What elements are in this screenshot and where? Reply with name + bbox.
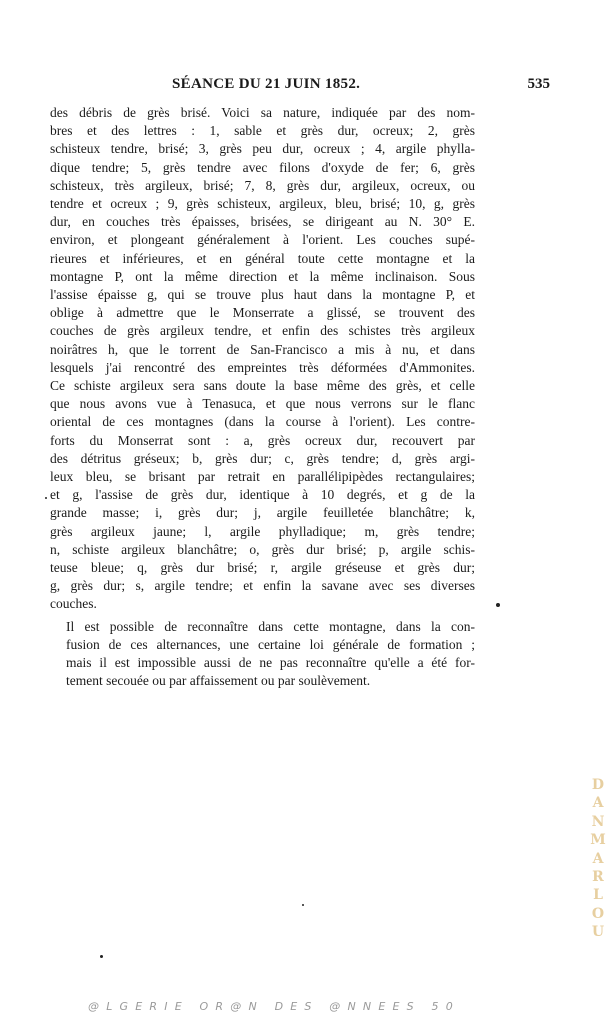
paragraph-1-line: des détritus gréseux; b, grès dur; c, grès tendre; d, grès argi- [50,450,475,466]
paragraph-1-line: teuse bleue; q, grès dur brisé; r, argile gréseuse et grès dur; [50,560,475,576]
watermark-letter: M [590,832,606,849]
paragraph-2-line: Il est possible de reconnaître dans cette montagne, dans la con- [66,618,475,634]
paragraph-1-line: des débris de grès brisé. Voici sa nature, indiquée par des nom- [50,105,475,120]
paragraph-1-line: schisteux tendre, brisé; 3, grès peu dur, ocreux ; 4, argile phylla- [50,141,475,157]
paragraph-1-line: grès argileux jaune; l, argile phylladique; m, grès tendre; [50,523,475,539]
watermark-letter: U [591,924,605,941]
paragraph-1-line: environ, et plongeant généralement à l'orient. Les couches supé- [50,232,475,248]
ink-speck [100,955,103,958]
running-title: SÉANCE DU 21 JUIN 1852. [172,76,361,92]
paragraph-1-line: schisteux, très argileux, brisé; 7, 8, grès dur, argileux, ocreux, ou [50,177,475,193]
paragraph-1-line: g, grès dur; s, argile tendre; et enfin la savane avec ses diverses [50,578,475,594]
paragraph-1-line: que nous avons vue à Tenasuca, et que nous verrons sur le flanc [50,396,475,412]
paragraph-1-line: grande masse; i, grès dur; j, argile feuilletée blanchâtre; k, [50,505,475,521]
paragraph-1-line: leux bleu, se brisant par retrait en parallélipipèdes rectangulaires; [50,469,475,485]
paragraph-1-line: dur, en couches très épaisses, brisées, se dirigeant au N. 30° E. [50,214,475,230]
paragraph-1-line: tendre et ocreux ; 9, grès schisteux, argileux, bleu, brisé; 10, g, grès [50,196,475,212]
paragraph-1 [50,104,475,614]
page-number: 535 [527,76,550,92]
ink-speck [45,497,47,499]
paragraph-2-line: tement secouée ou par affaissement ou par soulèvement. [66,673,371,689]
vertical-watermark [590,776,606,942]
paragraph-2 [50,618,475,691]
watermark-letter: N [591,813,605,830]
watermark-letter: A [592,850,604,867]
paragraph-1-line: n, schiste argileux blanchâtre; o, grès dur brisé; p, argile schis- [50,541,475,557]
paragraph-1-line: dique tendre; 5, grès tendre avec filons d'oxyde de fer; 6, grès [50,159,475,175]
watermark-letter: A [592,795,604,812]
paragraph-1-line: l'assise épaisse g, qui se trouve plus haut dans la montagne P, et [50,287,475,303]
watermark-letter: D [591,777,605,793]
running-head [50,76,550,98]
paragraph-1-line: couches. [50,596,97,612]
paragraph-1-line: noirâtres h, que le torrent de San-Francisco a mis à nu, et dans [50,341,475,357]
paragraph-2-line: mais il est impossible aussi de ne pas reconnaître qu'elle a été for- [66,655,475,671]
paragraph-1-line: oblige à admettre que le Monserrate a glissé, se trouvent des [50,305,475,321]
paragraph-1-line: couches de grès argileux tendre, et enfin des schistes très argileux [50,323,475,339]
watermark-letter: R [592,869,604,886]
paragraph-1-line: oriental de ces montagnes (dans la course à l'orient). Les contre- [50,414,475,430]
ink-speck [302,904,304,906]
paragraph-1-line: montagne P, ont la même direction et la même inclinaison. Sous [50,268,475,284]
paragraph-1-line: bres et des lettres : 1, sable et grès dur, ocreux; 2, grès [50,123,475,139]
ink-speck [496,603,500,607]
paragraph-1-line: rieures et inférieures, et en général toute cette montagne et la [50,250,475,266]
paragraph-1-line: lesquels j'ai rencontré des empreintes très déformées d'Ammonites. [50,359,475,375]
body-text [50,104,475,691]
footer-watermark: @LGERIE OR@N DES @NNEES 50 [88,1000,460,1013]
watermark-letter: O [591,905,605,922]
paragraph-2-line: fusion de ces alternances, une certaine loi générale de formation ; [66,636,475,652]
paragraph-1-line: Ce schiste argileux sera sans doute la base même des grès, et celle [50,378,475,394]
paragraph-1-line: et g, l'assise de grès dur, identique à 10 degrés, et g de la [50,487,475,503]
paragraph-1-line: forts du Monserrat sont : a, grès ocreux dur, recouvert par [50,432,475,448]
watermark-letter: L [593,887,603,904]
